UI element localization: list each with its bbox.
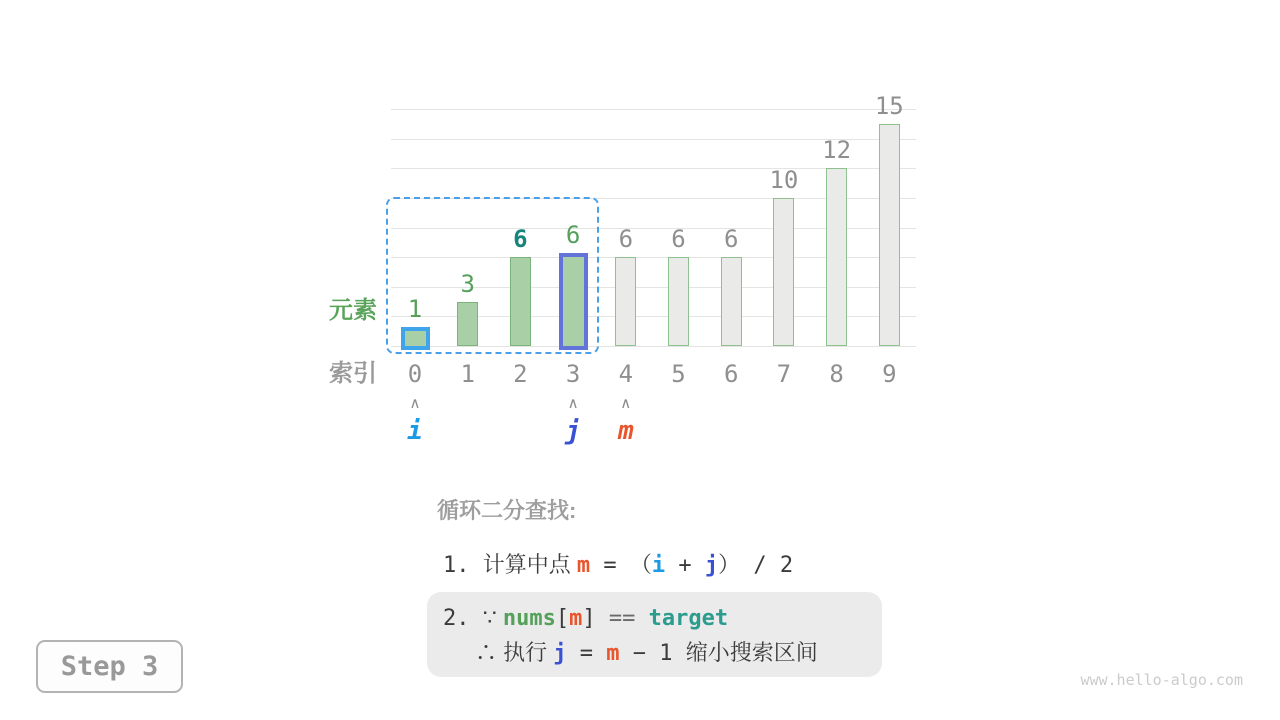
pointer-caret-j: ∧ — [567, 395, 579, 412]
bar — [773, 198, 794, 346]
bar-value-label: 6 — [513, 225, 528, 254]
text-segment: == — [608, 606, 649, 631]
bar-value-label: 6 — [671, 225, 686, 254]
text-segment: m — [569, 606, 583, 631]
text-segment: j — [704, 553, 719, 578]
text-segment: 缩小搜索区间 — [685, 640, 818, 665]
index-label: 6 — [723, 360, 739, 388]
text-segment: ∴ 执行 — [475, 640, 554, 665]
pointer-caret-i: ∧ — [409, 395, 421, 412]
step-badge — [36, 640, 183, 693]
explanation-heading: 循环二分查找: — [437, 498, 577, 523]
bar — [826, 168, 847, 346]
text-segment: ） — [718, 552, 741, 577]
text-segment: = — [590, 553, 630, 578]
bar-value-label: 6 — [618, 225, 634, 254]
explanation-line-2a — [443, 604, 728, 632]
text-segment: m — [606, 641, 620, 666]
index-label: 2 — [513, 360, 528, 388]
text-segment: = — [566, 641, 607, 666]
text-segment: ∵ — [482, 605, 503, 630]
text-segment: m — [576, 553, 591, 578]
pointer-label-i: i — [407, 416, 423, 446]
watermark: www.hello-algo.com — [1080, 671, 1243, 689]
text-segment: i — [651, 553, 666, 578]
pointer-caret-m: ∧ — [620, 395, 632, 412]
index-label: 1 — [460, 360, 475, 388]
text-segment: 2. — [443, 606, 483, 631]
text-segment: nums — [502, 606, 556, 631]
bar — [615, 257, 636, 346]
explanation-line-1 — [443, 551, 793, 579]
index-label: 5 — [671, 360, 686, 388]
bar — [401, 327, 430, 350]
index-label: 0 — [407, 360, 423, 388]
axis-label-elements: 元素 — [329, 297, 377, 324]
text-segment: ] — [582, 606, 609, 631]
bar-value-label: 6 — [565, 221, 581, 250]
index-label: 8 — [829, 360, 844, 388]
text-segment: [ — [555, 606, 570, 631]
step-badge-label: Step 3 — [60, 651, 159, 682]
text-segment: j — [553, 641, 567, 666]
index-label: 4 — [618, 360, 634, 388]
bar — [721, 257, 742, 346]
text-segment: target — [648, 606, 729, 631]
bar-value-label: 6 — [723, 225, 739, 254]
bar-value-label: 10 — [769, 165, 799, 194]
bar — [879, 124, 900, 346]
bar — [668, 257, 689, 346]
explanation-line-2b — [475, 639, 818, 667]
bar-value-label: 15 — [874, 91, 904, 120]
bar — [510, 257, 531, 346]
axis-label-indices: 索引 — [329, 360, 377, 387]
bar-value-label: 12 — [822, 136, 852, 165]
bar-value-label: 1 — [407, 295, 423, 324]
text-segment: − 1 — [619, 641, 686, 666]
pointer-label-m: m — [617, 416, 634, 446]
text-segment: + — [665, 553, 705, 578]
index-label: 7 — [776, 360, 792, 388]
text-segment: （ — [629, 552, 652, 577]
text-segment: / 2 — [740, 553, 794, 578]
index-label: 9 — [882, 360, 897, 388]
bar — [457, 302, 478, 346]
pointer-label-j: j — [565, 416, 581, 446]
gridline — [391, 109, 916, 110]
text-segment: 1. — [443, 553, 483, 578]
bar-value-label: 3 — [460, 269, 475, 298]
text-segment: 计算中点 — [482, 552, 577, 577]
bar — [559, 253, 588, 350]
index-label: 3 — [565, 360, 581, 388]
